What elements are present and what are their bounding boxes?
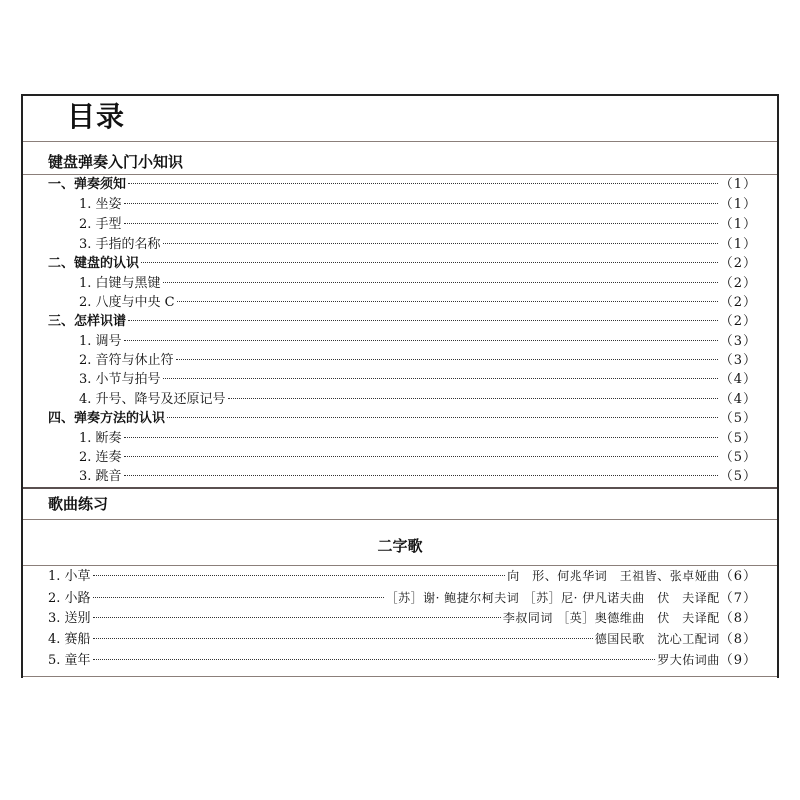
song-page: （8） [719, 611, 757, 626]
song-credit: 德国民歌 沈心工配词 [594, 632, 720, 646]
section-heading-underline [23, 519, 777, 520]
page-title: 目录 [67, 100, 126, 133]
subsection-underline [23, 565, 777, 566]
toc-entry-label: 4. 升号、降号及还原记号 [79, 392, 226, 407]
section-divider [23, 487, 777, 489]
song-entry[interactable] [48, 651, 757, 670]
toc-entry-page: （4） [719, 392, 757, 407]
song-entry[interactable] [48, 630, 757, 649]
toc-entry-page: （1） [719, 197, 757, 212]
subsection-title-two-character-songs: 二字歌 [377, 537, 423, 555]
toc-entry-label: 2. 手型 [79, 217, 122, 232]
toc-entry-page: （4） [719, 372, 757, 387]
toc-entry[interactable] [79, 351, 757, 370]
toc-entry-page: （1） [719, 237, 757, 252]
dot-leader [163, 282, 718, 283]
toc-entry-label: 1. 坐姿 [79, 197, 122, 212]
toc-entry-page: （1） [719, 177, 757, 192]
toc-entry-page: （3） [719, 334, 757, 349]
toc-entry-page: （2） [719, 314, 757, 329]
toc-entry-label: 三、怎样识谱 [48, 314, 127, 329]
dot-leader [124, 475, 718, 476]
toc-entry-label: 二、键盘的认识 [48, 256, 140, 271]
toc-entry[interactable] [79, 332, 757, 351]
dot-leader [124, 223, 718, 224]
dot-leader [128, 320, 718, 321]
toc-entry-label: 1. 调号 [79, 334, 122, 349]
song-entry[interactable] [48, 609, 757, 628]
dot-leader [163, 243, 718, 244]
song-page: （9） [719, 653, 757, 668]
dot-leader [163, 378, 718, 379]
toc-entry-page: （2） [719, 276, 757, 291]
song-credit: 李叔同词 ［英］奥德维曲 伏 夫译配 [502, 611, 720, 625]
dot-leader [177, 301, 718, 302]
toc-entry[interactable] [79, 467, 757, 486]
dot-leader [93, 597, 384, 598]
dot-leader [124, 456, 718, 457]
song-credit: ［苏］谢· 鲍捷尔柯夫词 ［苏］尼· 伊凡诺夫曲 伏 夫译配 [385, 591, 720, 605]
dot-leader [167, 417, 718, 418]
section-heading-keyboard-basics: 键盘弹奏入门小知识 [48, 153, 184, 171]
song-title: 3. 送别 [48, 611, 91, 626]
toc-entry-label: 3. 小节与拍号 [79, 372, 161, 387]
song-title: 1. 小草 [48, 569, 91, 584]
song-page: （7） [719, 591, 757, 606]
toc-entry[interactable] [79, 429, 757, 448]
page-bottom-edge [23, 676, 777, 677]
song-entry[interactable] [48, 567, 757, 586]
dot-leader [124, 437, 718, 438]
toc-entry-label: 2. 音符与休止符 [79, 353, 174, 368]
dot-leader [124, 340, 718, 341]
toc-entry[interactable] [79, 370, 757, 389]
toc-entry[interactable] [48, 175, 757, 194]
toc-entry[interactable] [79, 293, 757, 312]
song-title: 5. 童年 [48, 653, 91, 668]
toc-entry[interactable] [48, 254, 757, 273]
title-divider [23, 141, 777, 142]
toc-entry[interactable] [48, 312, 757, 331]
toc-entry[interactable] [79, 215, 757, 234]
toc-entry[interactable] [79, 195, 757, 214]
toc-entry[interactable] [79, 235, 757, 254]
song-credit: 罗大佑词曲 [657, 653, 720, 667]
toc-entry-page: （5） [719, 431, 757, 446]
section-heading-song-practice: 歌曲练习 [48, 495, 109, 513]
toc-entry[interactable] [48, 409, 757, 428]
toc-entry-page: （5） [719, 450, 757, 465]
toc-entry-label: 3. 手指的名称 [79, 237, 161, 252]
toc-entry-label: 一、弹奏须知 [48, 177, 127, 192]
song-entry[interactable] [48, 589, 757, 608]
toc-entry-label: 1. 白键与黑键 [79, 276, 161, 291]
dot-leader [124, 203, 718, 204]
dot-leader [141, 262, 718, 263]
dot-leader [228, 398, 718, 399]
toc-entry-page: （2） [719, 256, 757, 271]
toc-entry-page: （5） [719, 469, 757, 484]
song-page: （6） [719, 569, 757, 584]
dot-leader [93, 575, 506, 576]
song-title: 4. 赛船 [48, 632, 91, 647]
toc-entry[interactable] [79, 448, 757, 467]
toc-entry-page: （3） [719, 353, 757, 368]
dot-leader [93, 617, 501, 618]
song-credit: 向 形、何兆华词 王祖皆、张卓娅曲 [507, 569, 720, 583]
dot-leader [93, 659, 656, 660]
toc-entry-page: （1） [719, 217, 757, 232]
toc-entry-page: （5） [719, 411, 757, 426]
toc-entry-page: （2） [719, 295, 757, 310]
toc-entry-label: 1. 断奏 [79, 431, 122, 446]
song-title: 2. 小路 [48, 591, 91, 606]
toc-entry-label: 2. 八度与中央 C [79, 295, 175, 310]
dot-leader [93, 638, 593, 639]
toc-page [21, 94, 779, 678]
toc-entry-label: 2. 连奏 [79, 450, 122, 465]
toc-entry[interactable] [79, 390, 757, 409]
toc-entry-label: 四、弹奏方法的认识 [48, 411, 166, 426]
dot-leader [176, 359, 718, 360]
song-page: （8） [719, 632, 757, 647]
toc-entry-label: 3. 跳音 [79, 469, 122, 484]
toc-entry[interactable] [79, 274, 757, 293]
dot-leader [128, 183, 718, 184]
